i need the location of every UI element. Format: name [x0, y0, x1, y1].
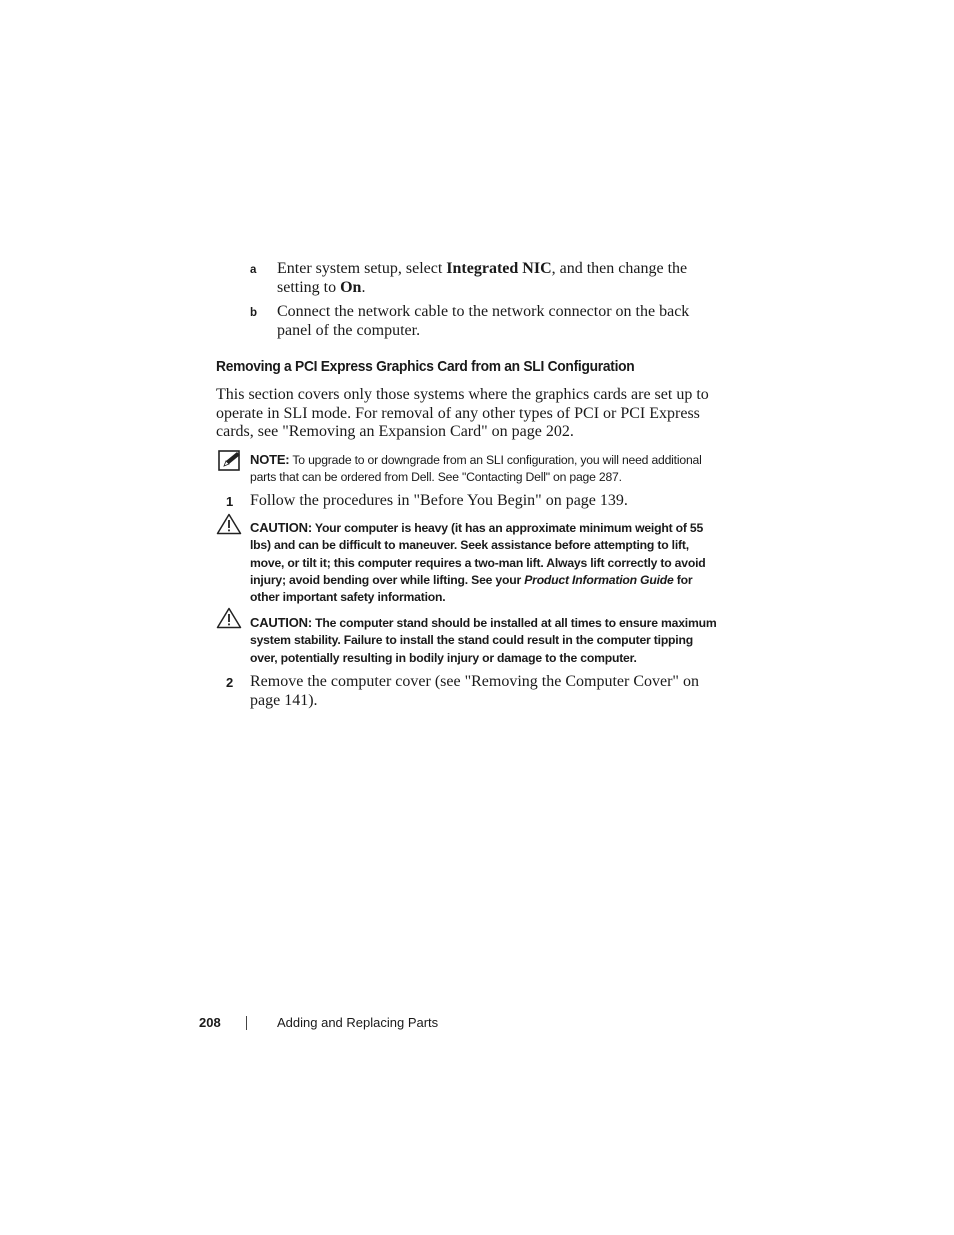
- step-text-2: Remove the computer cover (see "Removing the Computer Cover" on page 141).: [250, 673, 699, 709]
- caution-label: CAUTION:: [250, 615, 312, 630]
- note-block: [250, 451, 720, 487]
- caution-block-weight: [250, 519, 720, 606]
- substep-letter-b: b: [250, 307, 258, 319]
- product-information-guide-title: Product Information Guide: [524, 572, 674, 587]
- step-number-1: 1: [226, 494, 234, 509]
- caution-block-stand: [250, 614, 720, 667]
- section-heading: Removing a PCI Express Graphics Card from an SLI Configuration: [216, 358, 635, 375]
- step-text-1: Follow the procedures in "Before You Begin" on page 139.: [250, 492, 628, 509]
- caution-label: CAUTION:: [250, 520, 312, 535]
- note-text: To upgrade to or downgrade from an SLI configuration, you will need additional parts that can be ordered from Dell. See "Contacting Dell" on page 287.: [250, 453, 702, 485]
- caution-triangle-icon: [216, 607, 242, 629]
- footer-separator: [246, 1016, 247, 1030]
- intro-paragraph: This section covers only those systems where the graphics cards are set up to operate in SLI mode. For removal of any other types of PCI or PCI Express cards, see "Removing an Expansion Card" on page 202.: [216, 386, 709, 441]
- substep-text-b: Connect the network cable to the network connector on the back panel of the computer.: [277, 303, 690, 339]
- substep-letter-a: a: [250, 264, 257, 276]
- step-number-2: 2: [226, 675, 234, 690]
- footer-page-number: 208: [199, 1015, 221, 1030]
- substep-text-a: Enter system setup, select Integrated NIC, and then change the setting to On.: [277, 260, 688, 296]
- footer-section-title: Adding and Replacing Parts: [277, 1015, 439, 1030]
- note-label: NOTE:: [250, 452, 290, 467]
- note-pencil-icon: [218, 450, 242, 472]
- caution-triangle-icon: [216, 513, 242, 535]
- caution-text: The computer stand should be installed at all times to ensure maximum system stability. Failure to install the stand could result in the computer tipping over, potentially resulting in bodily injury or damage to the computer.: [250, 616, 717, 665]
- caution-text-end: for other important safety information.: [250, 572, 693, 605]
- caution-text: Your computer is heavy (it has an approximate minimum weight of 55 lbs) and can be difficult to maneuver. Seek assistance before attempting to lift, move, or tilt it; this computer requires a two-man lift. Always lift correctly to avoid injury; avoid bending over while lifting. See your: [250, 521, 706, 587]
